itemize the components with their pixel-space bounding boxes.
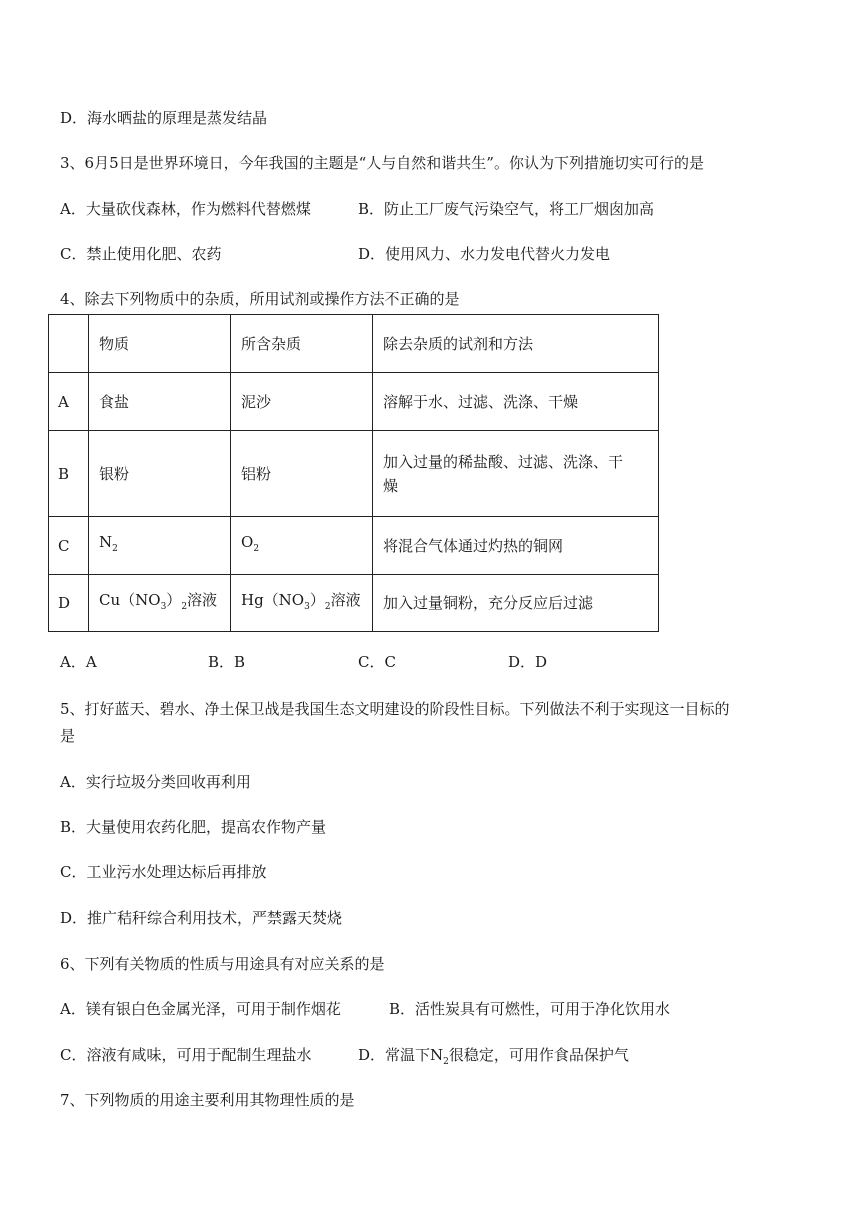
method-line-2: 燥 [383, 476, 399, 495]
question-d-prev: D．海水晒盐的原理是蒸发结晶 [60, 109, 268, 127]
subscript: 3 [160, 601, 167, 612]
impurity-cell [231, 517, 373, 575]
option-text: 很稳定，可用作食品保护气 [448, 1046, 629, 1064]
table-row [49, 431, 659, 517]
question-3-option-a[interactable]: A．大量砍伐森林，作为燃料代替燃煤 [60, 200, 311, 218]
table-header-cell: 物质 [89, 315, 231, 373]
subscript: 3 [304, 601, 310, 612]
question-3-option-b[interactable]: B．防止工厂废气污染空气，将工厂烟囱加高 [358, 200, 655, 218]
subscript: 2 [181, 601, 188, 612]
method-cell: 溶解于水、过滤、洗涤、干燥 [373, 373, 659, 431]
question-3-option-c[interactable]: C．禁止使用化肥、农药 [60, 245, 222, 263]
subscript: 2 [443, 1057, 449, 1067]
question-5-option-b[interactable]: B．大量使用农药化肥，提高农作物产量 [60, 818, 327, 836]
question-7-stem: 7、下列物质的用途主要利用其物理性质的是 [60, 1091, 355, 1109]
question-6-option-a[interactable]: A．镁有银白色金属光泽，可用于制作烟花 [60, 1000, 341, 1018]
subscript: 2 [324, 601, 331, 612]
question-5-option-a[interactable]: A．实行垃圾分类回收再利用 [60, 773, 251, 791]
row-label: A [49, 373, 89, 431]
subscript: 2 [112, 544, 118, 554]
row-label: B [49, 431, 89, 517]
substance-cell [89, 575, 231, 632]
table-header-cell: 除去杂质的试剂和方法 [373, 315, 659, 373]
formula-text: N [99, 533, 113, 551]
method-cell: 将混合气体通过灼热的铜网 [373, 517, 659, 575]
question-5-stem-line-1: 5、打好蓝天、碧水、净土保卫战是我国生态文明建设的阶段性目标。下列做法不利于实现这一目标的 [60, 700, 730, 718]
impurity-cell [231, 575, 373, 632]
question-4-stem: 4、除去下列物质中的杂质，所用试剂或操作方法不正确的是 [60, 290, 460, 308]
formula-text: ） [309, 590, 325, 609]
question-4-option-c[interactable]: C．C [358, 653, 396, 671]
question-5-stem-line-2: 是 [60, 727, 76, 745]
table-header-cell [49, 315, 89, 373]
question-4-option-a[interactable]: A．A [60, 653, 97, 671]
table-row [49, 517, 659, 575]
question-3-stem: 3、6月5日是世界环境日，今年我国的主题是“人与自然和谐共生”。你认为下列措施切实可行的是 [60, 154, 704, 172]
method-cell: 加入过量铜粉，充分反应后过滤 [373, 575, 659, 632]
question-5-option-c[interactable]: C．工业污水处理达标后再排放 [60, 863, 267, 881]
table-row [49, 373, 659, 431]
formula-text: Cu（NO [99, 590, 161, 609]
table-row [49, 575, 659, 632]
option-text: D．常温下N [358, 1046, 444, 1064]
question-4-table [48, 314, 659, 632]
question-5-option-d[interactable]: D．推广秸秆综合利用技术，严禁露天焚烧 [60, 909, 343, 927]
question-3-option-d[interactable]: D．使用风力、水力发电代替火力发电 [358, 245, 611, 263]
method-line-1: 加入过量的稀盐酸、过滤、洗涤、干 [383, 452, 624, 471]
formula-text: 溶液 [330, 590, 361, 609]
subscript: 2 [253, 544, 260, 554]
table-header-cell: 所含杂质 [231, 315, 373, 373]
substance-cell: 银粉 [89, 431, 231, 517]
question-4-option-d[interactable]: D．D [508, 653, 548, 671]
question-6-stem: 6、下列有关物质的性质与用途具有对应关系的是 [60, 955, 385, 973]
formula-text: Hg（NO [241, 590, 305, 609]
row-label: C [49, 517, 89, 575]
table-header-row [49, 315, 659, 373]
substance-cell [89, 517, 231, 575]
question-6-option-b[interactable]: B．活性炭具有可燃性，可用于净化饮用水 [389, 1000, 671, 1018]
formula-text: 溶液 [187, 590, 218, 609]
question-4-option-b[interactable]: B．B [208, 653, 246, 671]
row-label: D [49, 575, 89, 632]
impurity-cell: 泥沙 [231, 373, 373, 431]
formula-text: O [241, 533, 254, 551]
question-6-option-c[interactable]: C．溶液有咸味，可用于配制生理盐水 [60, 1046, 312, 1064]
substance-cell: 食盐 [89, 373, 231, 431]
formula-text: ） [166, 590, 182, 609]
method-cell [373, 431, 659, 517]
impurity-cell: 铝粉 [231, 431, 373, 517]
question-6-option-d[interactable] [358, 1045, 629, 1072]
